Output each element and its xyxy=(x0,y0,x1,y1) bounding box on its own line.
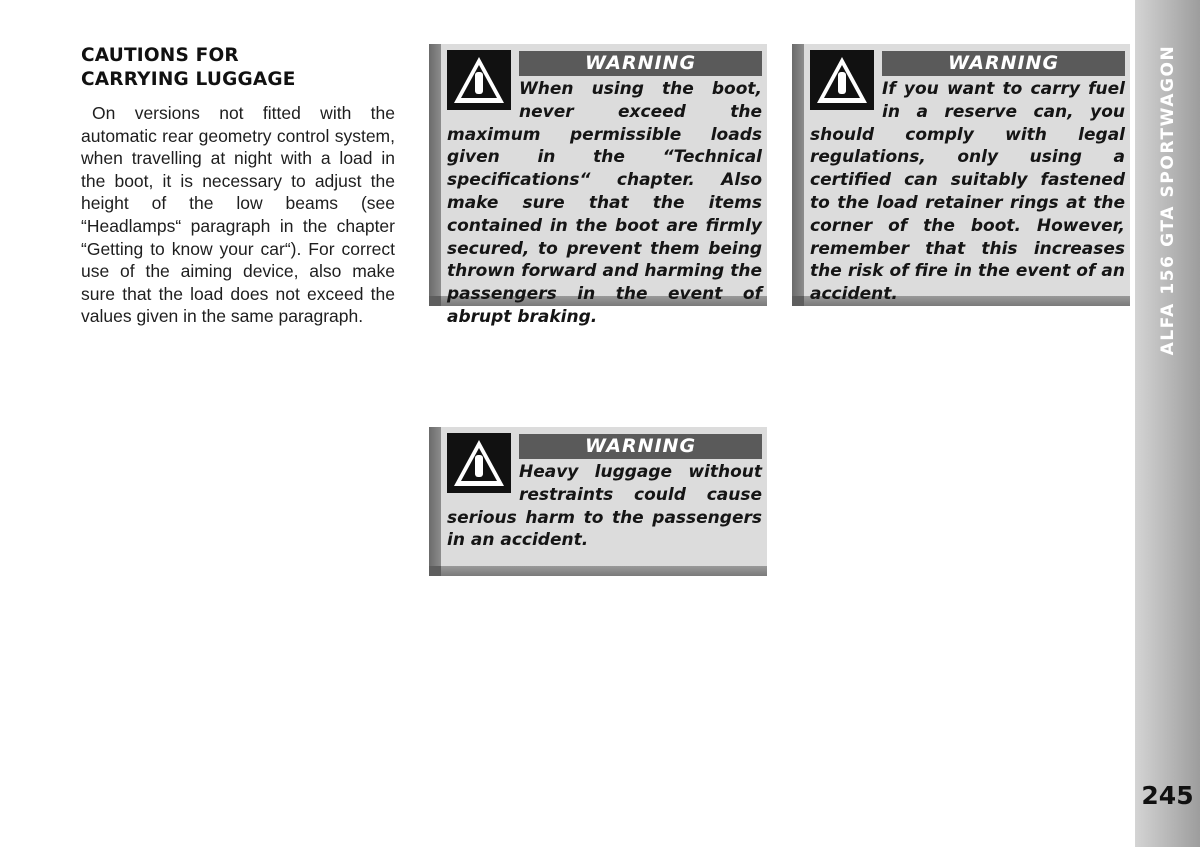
page-number: 245 xyxy=(1141,781,1194,810)
box-bevel-bottom xyxy=(429,566,767,576)
box-bevel-corner xyxy=(429,566,441,576)
warning-text: If you want to carry fuel in a reserve can, you should comply with legal regulations, only using a certified can suitably fastened to the load retainer rings at the corner of the boot. However, remember that this increases the risk of fire in the event of an accident. xyxy=(810,79,1125,305)
warning-content xyxy=(447,50,762,327)
warning-content xyxy=(447,433,762,562)
warning-box-fuel-can xyxy=(792,44,1130,306)
warning-box-heavy-luggage xyxy=(429,427,767,576)
section-body-text: On versions not fitted with the automatic rear geometry control system, when travelling at night with a load in the boot, it is necessary to adjust the height of the low beams (see “Headlamps“ paragraph in the chapter “Getting to know your car“). For correct use of the aiming device, also make sure that the load does not exceed the values given in the same paragraph. xyxy=(81,103,395,327)
box-bevel-left xyxy=(792,44,804,306)
warning-text: Heavy luggage without restraints could cause serious harm to the passengers in an accident. xyxy=(447,462,762,551)
section-title-line-2: CARRYING LUGGAGE xyxy=(81,69,296,90)
side-title: ALFA 156 GTA SPORTWAGON xyxy=(1158,44,1178,356)
box-bevel-left xyxy=(429,44,441,306)
warning-header: WARNING xyxy=(882,51,1125,76)
warning-content xyxy=(810,50,1125,305)
warning-text: When using the boot, never exceed the maximum permissible loads given in the “Technical specifications“ chapter. Also make sure that the items contained in the boot are firmly secured, to prevent them being thrown forward and harming the passengers in the event of abrupt braking. xyxy=(447,79,762,327)
box-bevel-corner xyxy=(429,296,441,306)
box-bevel-corner xyxy=(792,296,804,306)
warning-header: WARNING xyxy=(519,434,762,459)
warning-box-boot-loads xyxy=(429,44,767,327)
box-bevel-left xyxy=(429,427,441,576)
section-title-line-1: CAUTIONS FOR xyxy=(81,45,239,66)
section-title xyxy=(81,44,401,92)
warning-header: WARNING xyxy=(519,51,762,76)
